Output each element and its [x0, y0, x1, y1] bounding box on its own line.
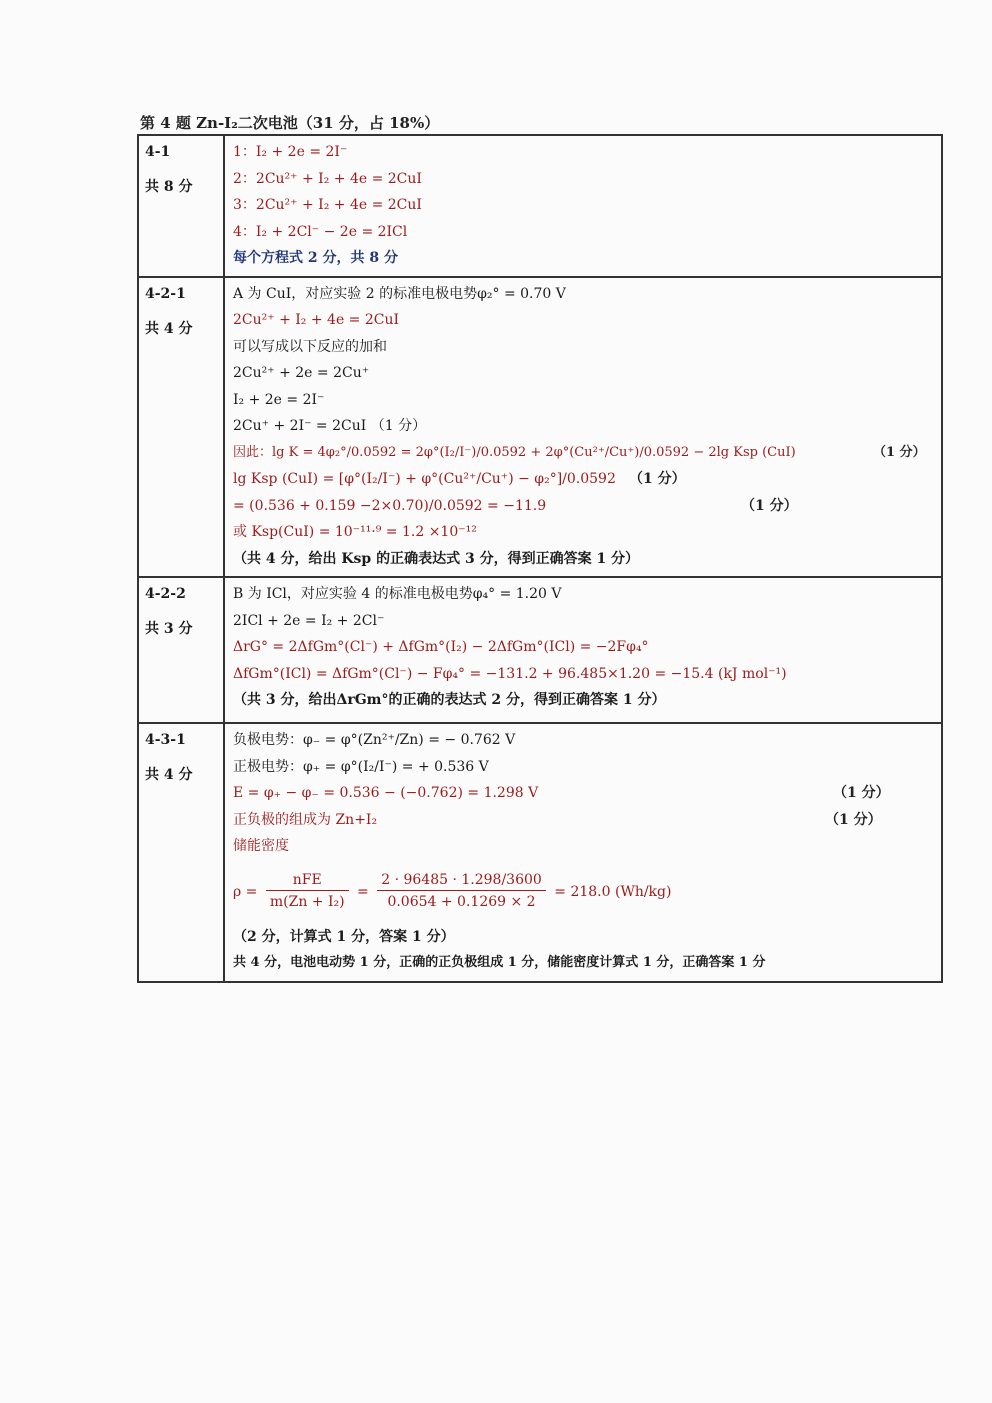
- answer-line: 2Cu²⁺ + 2e = 2Cu⁺: [233, 365, 370, 381]
- formula-lhs: ρ =: [233, 883, 258, 900]
- answer-line: B 为 ICl，对应实验 4 的标准电极电势φ₄° = 1.20 V: [233, 586, 562, 602]
- table-row: [138, 577, 942, 723]
- fraction-numerator: 2 · 96485 · 1.298/3600: [377, 870, 546, 891]
- answer-line: [233, 440, 933, 467]
- answer-line: 4：I₂ + 2Cl⁻ − 2e = 2ICl: [233, 223, 408, 240]
- equation-text: lg Ksp (CuI) = [φ°(I₂/I⁻) + φ°(Cu²⁺/Cu⁺) − φ₂°]/0.0592: [233, 471, 616, 487]
- answer-line: 储能密度: [233, 838, 289, 854]
- answer-table: [137, 134, 943, 983]
- point-mark: （1 分）: [741, 497, 798, 514]
- point-mark: （1 分）: [825, 811, 882, 828]
- point-mark: （1 分）: [873, 444, 926, 460]
- formula-equals: =: [357, 883, 369, 900]
- scoring-note: （共 4 分，给出 Ksp 的正确表达式 3 分，得到正确答案 1 分）: [233, 550, 640, 567]
- fraction-denominator: 0.0654 + 0.1269 × 2: [387, 894, 536, 910]
- fraction: [377, 870, 546, 913]
- answer-line: A 为 CuI，对应实验 2 的标准电极电势φ₂° = 0.70 V: [233, 285, 566, 302]
- question-number: 4-3-1: [145, 732, 186, 748]
- answer-line: 1：I₂ + 2e = 2I⁻: [233, 144, 348, 160]
- scoring-note: 共 4 分，电池电动势 1 分，正确的正负极组成 1 分，储能密度计算式 1 分，正确答案 1 分: [233, 955, 766, 970]
- energy-density-formula: [233, 860, 933, 924]
- scoring-note: （共 3 分，给出ΔrGm°的正确的表达式 2 分，得到正确答案 1 分）: [233, 692, 666, 708]
- scoring-note: （2 分，计算式 1 分，答案 1 分）: [233, 928, 455, 945]
- equation-text: 正负极的组成为 Zn+I₂: [233, 811, 378, 828]
- point-mark: （1 分）: [629, 471, 686, 487]
- question-number: 4-1: [145, 144, 171, 160]
- formula-result: = 218.0 (Wh/kg): [554, 883, 672, 900]
- answer-cell: [224, 135, 942, 277]
- answer-line: I₂ + 2e = 2I⁻: [233, 391, 325, 408]
- fraction-numerator: nFE: [266, 870, 349, 891]
- answer-line: 2Cu⁺ + 2I⁻ = 2CuI （1 分）: [233, 418, 427, 434]
- question-score: 共 3 分: [145, 621, 193, 637]
- answer-line: 负极电势：φ₋ = φ°(Zn²⁺/Zn) = − 0.762 V: [233, 732, 516, 748]
- equation-text: 因此：lg K = 4φ₂°/0.0592 = 2φ°(I₂/I⁻)/0.0592 + 2φ°(Cu²⁺/Cu⁺)/0.0592 − 2lg Ksp (CuI): [233, 444, 796, 460]
- answer-cell: [224, 723, 942, 982]
- answer-line: [233, 493, 933, 520]
- page-title: 第 4 题 Zn-I₂二次电池（31 分，占 18%）: [140, 114, 440, 132]
- answer-line: ΔfGm°(ICl) = ΔfGm°(Cl⁻) − Fφ₄° = −131.2 + 96.485×1.20 = −15.4 (kJ mol⁻¹): [233, 665, 787, 682]
- answer-line: [233, 807, 933, 834]
- question-label-cell: [138, 723, 224, 982]
- table-row: [138, 277, 942, 578]
- answer-line: [233, 780, 933, 807]
- equation-text: = (0.536 + 0.159 −2×0.70)/0.0592 = −11.9: [233, 497, 547, 514]
- table-row: [138, 135, 942, 277]
- question-score: 共 8 分: [145, 179, 193, 195]
- point-mark: （1 分）: [833, 785, 890, 801]
- answer-cell: [224, 277, 942, 578]
- answer-line: 或 Ksp(CuI) = 10⁻¹¹·⁹ = 1.2 ×10⁻¹²: [233, 524, 477, 540]
- answer-line: 2Cu²⁺ + I₂ + 4e = 2CuI: [233, 312, 400, 328]
- question-number: 4-2-1: [145, 285, 186, 302]
- answer-line: ΔrG° = 2ΔfGm°(Cl⁻) + ΔfGm°(I₂) − 2ΔfGm°(ICl) = −2Fφ₄°: [233, 639, 649, 655]
- question-label-cell: [138, 135, 224, 277]
- answer-line: 可以写成以下反应的加和: [233, 338, 387, 355]
- answer-line: [233, 466, 933, 493]
- answer-line: 2ICl + 2e = I₂ + 2Cl⁻: [233, 612, 385, 629]
- table-row: [138, 723, 942, 982]
- question-score: 共 4 分: [145, 767, 193, 783]
- question-score: 共 4 分: [145, 320, 193, 337]
- question-label-cell: [138, 577, 224, 723]
- answer-cell: [224, 577, 942, 723]
- scoring-note: 每个方程式 2 分，共 8 分: [233, 250, 398, 266]
- answer-line: 2：2Cu²⁺ + I₂ + 4e = 2CuI: [233, 170, 422, 187]
- fraction-denominator: m(Zn + I₂): [269, 894, 345, 910]
- answer-line: 正极电势：φ₊ = φ°(I₂/I⁻) = + 0.536 V: [233, 758, 489, 775]
- question-number: 4-2-2: [145, 586, 186, 602]
- fraction: [266, 870, 349, 913]
- answer-line: 3：2Cu²⁺ + I₂ + 4e = 2CuI: [233, 197, 422, 213]
- equation-text: E = φ₊ − φ₋ = 0.536 − (−0.762) = 1.298 V: [233, 785, 539, 801]
- question-label-cell: [138, 277, 224, 578]
